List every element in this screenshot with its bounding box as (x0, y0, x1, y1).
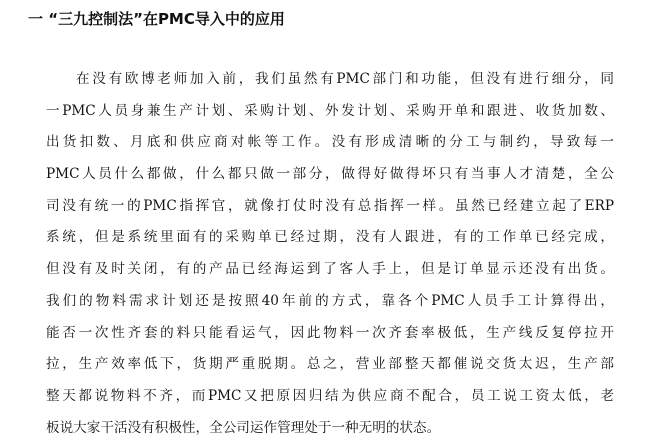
paragraph-line: 整天都说物料不齐，而PMC又把原因归结为供应商不配合，员工说工资太低，老 (46, 387, 614, 404)
paragraph-line: 拉，生产效率低下，货期严重脱期。总之，营业部整天都催说交货太迟，生产部 (46, 356, 614, 373)
paragraph-line: 司没有统一的PMC指挥官，就像打仗时没有总指挥一样。虽然已经建立起了ERP (46, 197, 614, 214)
paragraph-line: 我们的物料需求计划还是按照40年前的方式，靠各个PMC人员手工计算得出， (46, 292, 614, 309)
paragraph-line: 一PMC人员身兼生产计划、采购计划、外发计划、采购开单和跟进、收货加数、 (46, 102, 614, 119)
paragraph-line: 出货扣数、月底和供应商对帐等工作。没有形成清晰的分工与制约，导致每一 (46, 134, 614, 151)
paragraph-line: 系统，但是系统里面有的采购单已经过期，没有人跟进，有的工作单已经完成， (46, 229, 614, 246)
section-heading: 一 “三九控制法”在PMC导入中的应用 (28, 10, 285, 28)
body-paragraph (46, 64, 614, 444)
paragraph-line: 但没有及时关闭，有的产品已经海运到了客人手上，但是订单显示还没有出货。 (46, 261, 614, 278)
paragraph-line: 能否一次性齐套的料只能看运气，因此物料一次齐套率极低，生产线反复停拉开 (46, 324, 614, 341)
paragraph-line: 板说大家干活没有积极性，全公司运作管理处于一种无明的状态。 (46, 419, 441, 436)
paragraph-line: PMC人员什么都做，什么都只做一部分，做得好做得坏只有当事人才清楚，全公 (46, 166, 614, 183)
paragraph-line: 在没有欧博老师加入前，我们虽然有PMC部门和功能，但没有进行细分，同 (76, 71, 614, 87)
